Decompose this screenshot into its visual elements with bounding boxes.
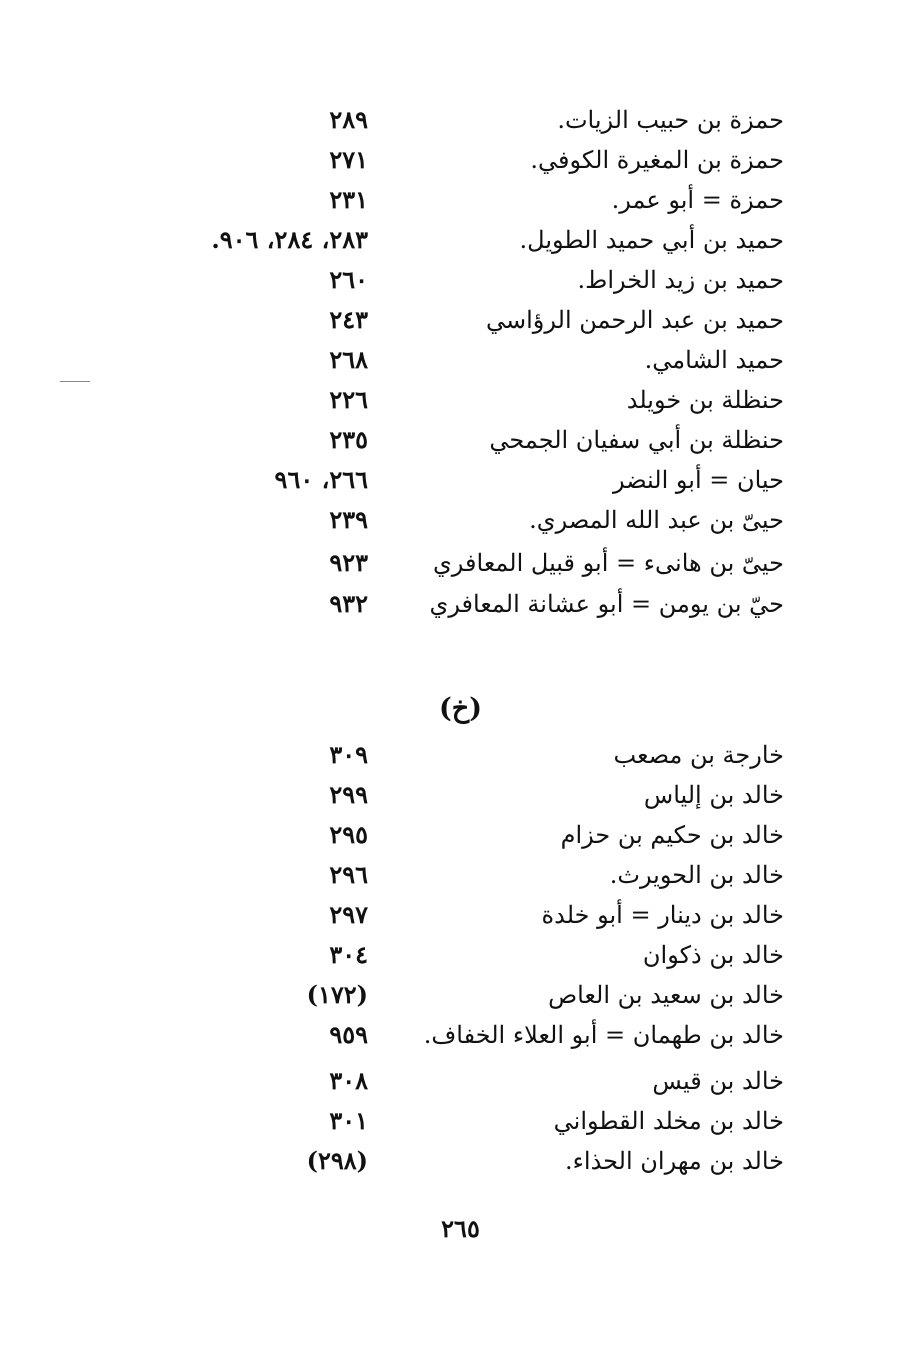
stray-mark	[60, 381, 90, 382]
entry-pages: ٢٤٣	[329, 305, 368, 334]
section-header: (خ)	[439, 693, 482, 724]
entry-name: حميد بن عبد الرحمن الرؤاسي	[486, 306, 784, 334]
entry-name: حمزة = أبو عمر.	[611, 186, 784, 214]
entry-pages: ٢٩٦	[329, 860, 368, 889]
entry-pages: ٢٣٥	[329, 425, 368, 454]
entry-pages: (٢٩٨)	[306, 1146, 368, 1175]
entry-name: حنظلة بن خويلد	[626, 386, 784, 414]
entry-pages: ٢٩٧	[329, 900, 368, 929]
entry-pages: ٢٣٩	[329, 505, 368, 534]
entry-pages: ٢٩٩	[329, 780, 368, 809]
entry-pages: (١٧٢)	[306, 980, 368, 1009]
entry-name: خالد بن ذكوان	[642, 941, 784, 969]
entry-name: حميد الشامي.	[644, 346, 784, 374]
entry-pages: ٢٧١	[329, 145, 368, 174]
entry-name: خالد بن طهمان = أبو العلاء الخفاف.	[423, 1021, 784, 1049]
entry-pages: ٢٣١	[329, 185, 368, 214]
entry-pages: ٣٠٩	[329, 740, 368, 769]
entry-pages: ٣٠٨	[329, 1066, 368, 1095]
entry-name: حنظلة بن أبي سفيان الجمحي	[489, 426, 784, 454]
entry-pages: ٢٦٨	[329, 345, 368, 374]
entry-name: خالد بن قيس	[652, 1067, 784, 1095]
entry-name: خالد بن إلياس	[643, 781, 784, 809]
entry-name: خالد بن مخلد القطواني	[553, 1107, 784, 1135]
page-number: ٢٦٥	[441, 1214, 480, 1243]
entry-pages: ٩٢٣	[329, 548, 368, 577]
entry-pages: ٢٨٩	[329, 105, 368, 134]
entry-name: حميد بن زيد الخراط.	[577, 266, 784, 294]
entry-name: حيّ بن يومن = أبو عشانة المعافري	[429, 590, 784, 618]
entry-pages: ٩٥٩	[329, 1020, 368, 1049]
entry-name: خالد بن سعيد بن العاص	[548, 981, 784, 1009]
entry-pages: ٢٢٦	[329, 385, 368, 414]
entry-name: خالد بن مهران الحذاء.	[565, 1147, 784, 1175]
entry-pages: ٢٨٣، ٢٨٤، ٩٠٦.	[211, 225, 368, 254]
entry-name: حيىّ بن عبد الله المصري.	[529, 506, 784, 534]
entry-pages: ٢٦٦، ٩٦٠	[274, 465, 368, 494]
entry-name: حمزة بن المغيرة الكوفي.	[530, 146, 784, 174]
entry-name: خالد بن حكيم بن حزام	[560, 821, 784, 849]
entry-pages: ٣٠١	[329, 1106, 368, 1135]
entry-pages: ٢٦٠	[329, 265, 368, 294]
entry-pages: ٣٠٤	[329, 940, 368, 969]
entry-pages: ٩٣٢	[329, 589, 368, 618]
entry-name: حيان = أبو النضر	[612, 466, 784, 494]
entry-name: حمزة بن حبيب الزيات.	[557, 106, 784, 134]
entry-name: خارجة بن مصعب	[613, 741, 784, 769]
entry-name: خالد بن الحويرث.	[609, 861, 784, 889]
entry-name: حيىّ بن هانىء = أبو قبيل المعافري	[433, 549, 784, 577]
entry-pages: ٢٩٥	[329, 820, 368, 849]
entry-name: خالد بن دينار = أبو خلدة	[541, 901, 784, 929]
entry-name: حميد بن أبي حميد الطويل.	[519, 226, 784, 254]
